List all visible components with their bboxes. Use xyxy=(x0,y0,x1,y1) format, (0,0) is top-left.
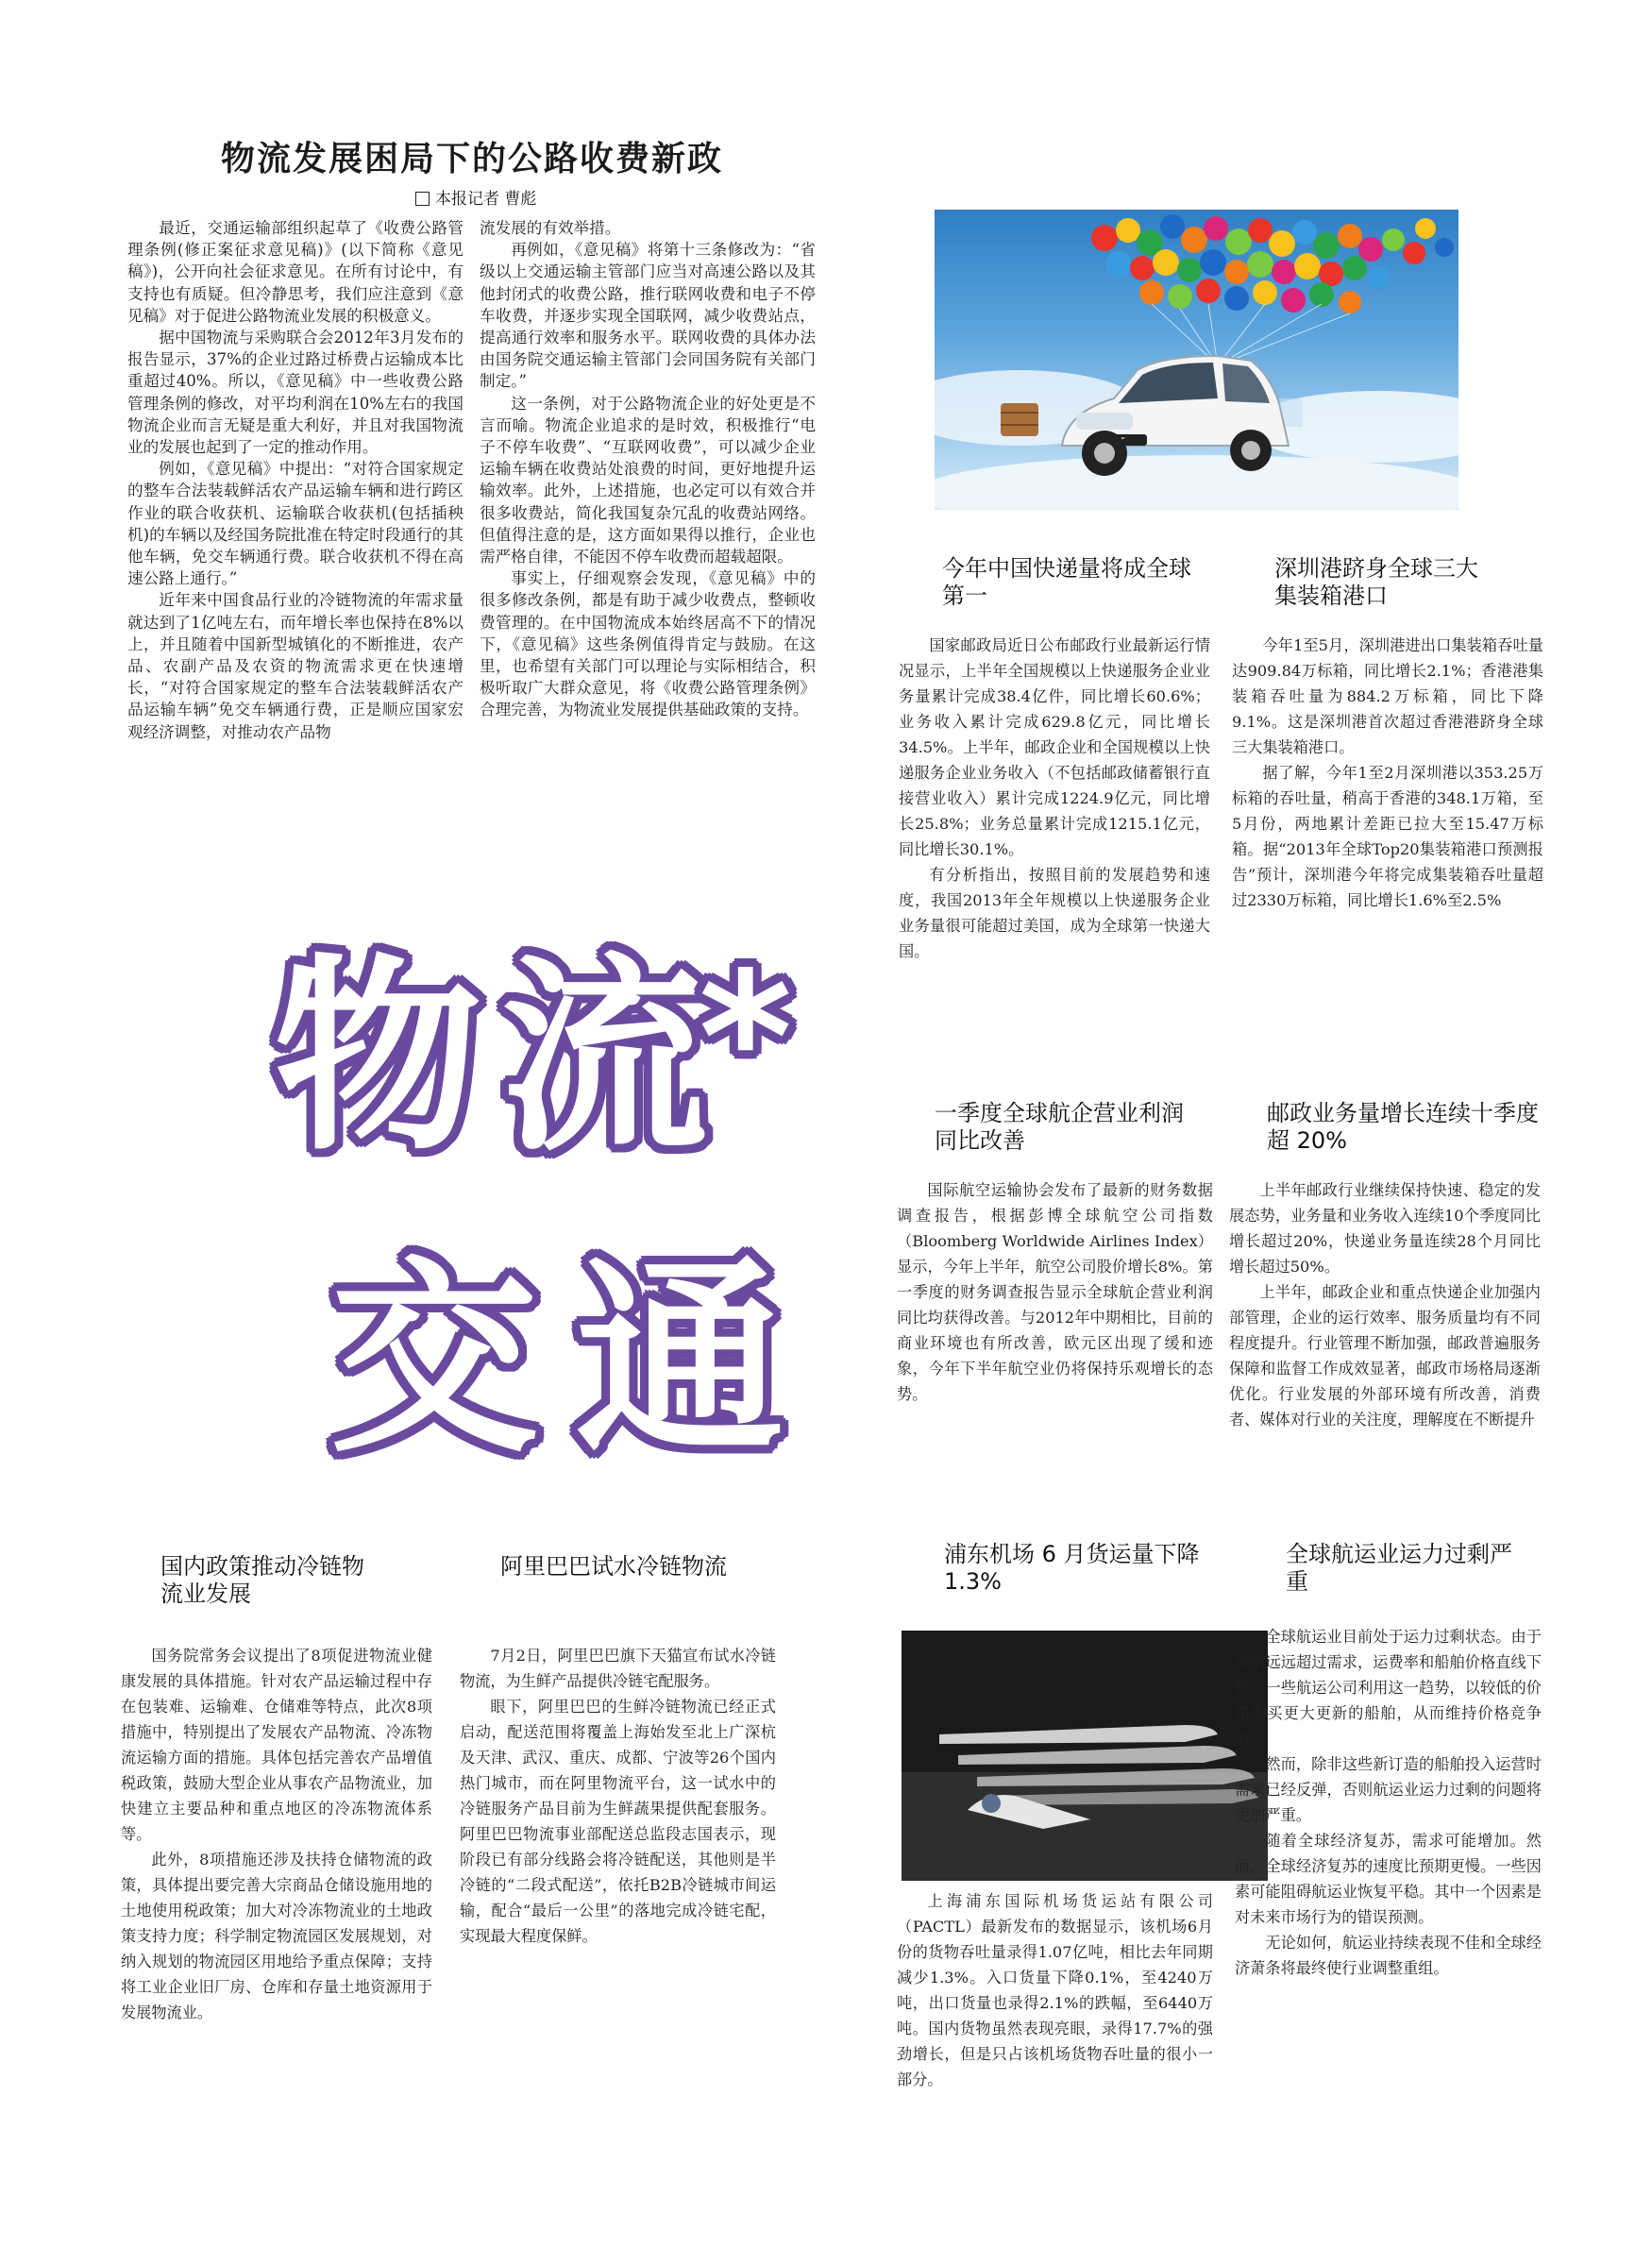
main-paragraph: 再例如，《意见稿》将第十三条修改为：“省级以上交通运输主管部门应当对高速公路以及其他封闭式的收费公路，推行联网收费和电子不停车收费，并逐步实现全国联网，减少收费站点，提高通行效率和服务水平。联网收费的具体办法由国务院交通运输主管部门会同国务院有关部门制定。” xyxy=(480,241,816,391)
main-article-column-2 xyxy=(480,217,816,721)
shipping-paragraph: 全球航运业目前处于运力过剩状态。由于供给远远超过需求，运费率和船舶价格直线下跌。一些航运公司利用这一趋势，以较低的价格购买更大更新的船舶，从而维持价格竞争力。 xyxy=(1235,1628,1542,1748)
express-body xyxy=(899,633,1210,964)
airline-body xyxy=(897,1177,1213,1407)
main-article-column-1 xyxy=(127,217,464,743)
car-balloons-photo xyxy=(935,210,1458,510)
byline-text: 本报记者 曹彪 xyxy=(435,190,537,209)
coldchain-body xyxy=(121,1643,432,2025)
balloons-icon xyxy=(1091,214,1454,313)
shenzhen-body xyxy=(1232,633,1543,913)
express-title: 今年中国快递量将成全球第一 xyxy=(942,555,1191,609)
alibaba-paragraph: 7月2日，阿里巴巴旗下天猫宣布试水冷链物流，为生鲜产品提供冷链宅配服务。 xyxy=(460,1647,776,1690)
main-paragraph: 事实上，仔细观察会发现，《意见稿》中的很多修改条例，都是有助于减少收费点，整顿收费管理的。在中国物流成本始终居高不下的情况下，《意见稿》这些条例值得肯定与鼓励。在这里，也希望有关部门可以理论与实际相结合，积极听取广大群众意见，将《收费公路管理条例》合理完善，为物流业发展提供基础政策的支持。 xyxy=(480,569,816,719)
main-paragraph: 流发展的有效举措。 xyxy=(480,219,621,237)
brush-title-logistics: 物流 xyxy=(274,937,728,1178)
byline xyxy=(415,185,536,209)
shipping-paragraph: 然而，除非这些新订造的船舶投入运营时需求已经反弹，否则航运业运力过剩的问题将更加严重。 xyxy=(1235,1755,1542,1824)
byline-box-icon xyxy=(415,192,430,206)
airline-paragraph: 国际航空运输协会发布了最新的财务数据调查报告，根据彭博全球航空公司指数（Bloomberg Worldwide Airlines Index）显示，今年上半年，航空公司股价增长8%。第一季度的财务调查报告显示全球航企营业利润同比均获得改善。与2012年中期相比，目前的商业环境也有所改善，欧元区出现了缓和迹象，今年下半年航空业仍将保持乐观增长的态势。 xyxy=(897,1181,1213,1403)
shipping-body xyxy=(1235,1624,1542,1981)
main-paragraph: 这一条例，对于公路物流企业的好处更是不言而喻。物流企业追求的是时效，积极推行“电子不停车收费”、“互联网收费”，可以减少企业运输车辆在收费站处浪费的时间，更好地提升运输效率。此外，上述措施，也必定可以有效合并很多收费站，简化我国复杂冗乱的收费站网络。但值得注意的是，这方面如果得以推行，企业也需严格自律，不能因不停车收费而超载超限。 xyxy=(480,394,816,566)
postal-body xyxy=(1229,1177,1541,1432)
coldchain-title: 国内政策推动冷链物流业发展 xyxy=(160,1553,364,1607)
shenzhen-title: 深圳港跻身全球三大集装箱港口 xyxy=(1274,555,1478,609)
pudong-title: 浦东机场 6 月货运量下降 1.3% xyxy=(944,1541,1200,1595)
brush-star-icon: * xyxy=(699,934,793,1142)
main-paragraph: 近年来中国食品行业的冷链物流的年需求量就达到了1亿吨左右，而年增长率也保持在8%以上，并且随着中国新型城镇化的不断推进，农产品、农副产品及农资的物流需求更在快速增长，“对符合国家规定的整车合法装载鲜活农产品运输车辆”免交车辆通行费，正是顺应国家宏观经济调整，对推动农产品物 xyxy=(127,591,464,741)
coldchain-paragraph: 此外，8项措施还涉及扶持仓储物流的政策，具体提出要完善大宗商品仓储设施用地的土地使用税政策；加大对冷冻物流业的土地政策支持力度；科学制定物流园区发展规划，对纳入规划的物流园区用地给予重点保障；支持将工业企业旧厂房、仓库和存量土地资源用于发展物流业。 xyxy=(121,1851,432,2021)
main-paragraph: 最近，交通运输部组织起草了《收费公路管理条例(修正案征求意见稿)》(以下简称《意见稿》)，公开向社会征求意见。在所有讨论中，有支持也有质疑。但冷静思考，我们应注意到《意见稿》对于促进公路物流业发展的积极意义。 xyxy=(127,219,464,325)
shipping-paragraph: 随着全球经济复苏，需求可能增加。然而，全球经济复苏的速度比预期更慢。一些因素可能阻碍航运业恢复平稳。其中一个因素是对未来市场行为的错误预测。 xyxy=(1235,1832,1542,1926)
express-paragraph: 有分析指出，按照目前的发展趋势和速度，我国2013年全年规模以上快递服务企业业务量很可能超过美国，成为全球第一快递大国。 xyxy=(899,866,1210,960)
express-paragraph: 国家邮政局近日公布邮政行业最新运行情况显示，上半年全国规模以上快递服务企业业务量累计完成38.4亿件，同比增长60.6%；业务收入累计完成629.8亿元，同比增长34.5%。上半年，邮政企业和全国规模以上快递服务企业业务收入（不包括邮政储蓄银行直接营业收入）累计完成1224.9亿元，同比增长25.8%；业务总量累计完成1215.1亿元，同比增长30.1%。 xyxy=(899,636,1210,858)
shipping-title: 全球航运业运力过剩严重 xyxy=(1286,1541,1512,1595)
alibaba-body xyxy=(460,1643,776,1949)
car-balloons-illustration xyxy=(935,210,1458,510)
postal-paragraph: 上半年，邮政企业和重点快递企业加强内部管理，企业的运行效率、服务质量均有不同程度提升。行业管理不断加强，邮政普遍服务保障和监督工作成效显著，邮政市场格局逐渐优化。行业发展的外部环境有所改善，消费者、媒体对行业的关注度，理解度在不断提升 xyxy=(1229,1283,1541,1429)
main-paragraph: 例如，《意见稿》中提出：“对符合国家规定的整车合法装载鲜活农产品运输车辆和进行跨区作业的联合收获机、运输联合收获机(包括插秧机)的车辆以及经国务院批准在特定时段通行的其他车辆，免交车辆通行费。联合收获机不得在高速公路上通行。” xyxy=(127,460,464,588)
airport-plane-photo xyxy=(902,1631,1268,1881)
main-article-title: 物流发展困局下的公路收费新政 xyxy=(220,140,723,178)
postal-paragraph: 上半年邮政行业继续保持快速、稳定的发展态势，业务量和业务收入连续10个季度同比增长超过20%，快递业务量连续28个月同比增长超过50%。 xyxy=(1229,1181,1541,1276)
pudong-paragraph: 上海浦东国际机场货运站有限公司（PACTL）最新发布的数据显示，该机场6月份的货物吞吐量录得1.07亿吨，相比去年同期减少1.3%。入口货量下降0.1%，至4240万吨，出口货量也录得2.1%的跌幅，至6440万吨。国内货物虽然表现亮眼，录得17.7%的强劲增长，但是只占该机场货物吞吐量的很小一部分。 xyxy=(897,1892,1213,2088)
shenzhen-paragraph: 今年1至5月，深圳港进出口集装箱吞吐量达909.84万标箱，同比增长2.1%；香港港集装箱吞吐量为884.2万标箱，同比下降9.1%。这是深圳港首次超过香港港跻身全球三大集装箱港口。 xyxy=(1232,636,1543,756)
alibaba-paragraph: 眼下，阿里巴巴的生鲜冷链物流已经正式启动，配送范围将覆盖上海始发至北上广深杭及天津、武汉、重庆、成都、宁波等26个国内热门城市，而在阿里物流平台，这一试水中的冷链服务产品目前为生鲜蔬果提供配套服务。阿里巴巴物流事业部配送总监段志国表示，现阶段已有部分线路会将冷链配送，其他则是半冷链的“二段式配送”，依托B2B冷链城市间运输，配合“最后一公里”的落地完成冷链宅配，实现最大程度保鲜。 xyxy=(460,1698,776,1945)
pudong-body xyxy=(897,1888,1213,2092)
plane-illustration xyxy=(902,1631,1268,1881)
brush-title-transport: 交通 xyxy=(330,1239,822,1480)
postal-title: 邮政业务量增长连续十季度超 20% xyxy=(1267,1100,1539,1154)
shipping-paragraph: 无论如何，航运业持续表现不佳和全球经济萧条将最终使行业调整重组。 xyxy=(1235,1934,1542,1977)
airline-title: 一季度全球航企营业利润同比改善 xyxy=(935,1100,1184,1154)
alibaba-title: 阿里巴巴试水冷链物流 xyxy=(500,1553,727,1580)
shenzhen-paragraph: 据了解，今年1至2月深圳港以353.25万标箱的吞吐量，稍高于香港的348.1万箱，至5月份，两地累计差距已拉大至15.47万标箱。据“2013年全球Top20集装箱港口预测报告”预计，深圳港今年将完成集装箱吞吐量超过2330万标箱，同比增长1.6%至2.5% xyxy=(1232,764,1543,909)
coldchain-paragraph: 国务院常务会议提出了8项促进物流业健康发展的具体措施。针对农产品运输过程中存在包装难、运输难、仓储难等特点，此次8项措施中，特别提出了发展农产品物流、冷冻物流运输方面的措施。具体包括完善农产品增值税政策，鼓励大型企业从事农产品物流业，加快建立主要品种和重点地区的冷冻物流体系等。 xyxy=(121,1647,432,1843)
main-paragraph: 据中国物流与采购联合会2012年3月发布的报告显示，37%的企业过路过桥费占运输成本比重超过40%。所以，《意见稿》中一些收费公路管理条例的修改，对平均利润在10%左右的我国物流企业而言无疑是重大利好，并且对我国物流业的发展也起到了一定的推动作用。 xyxy=(127,329,464,457)
